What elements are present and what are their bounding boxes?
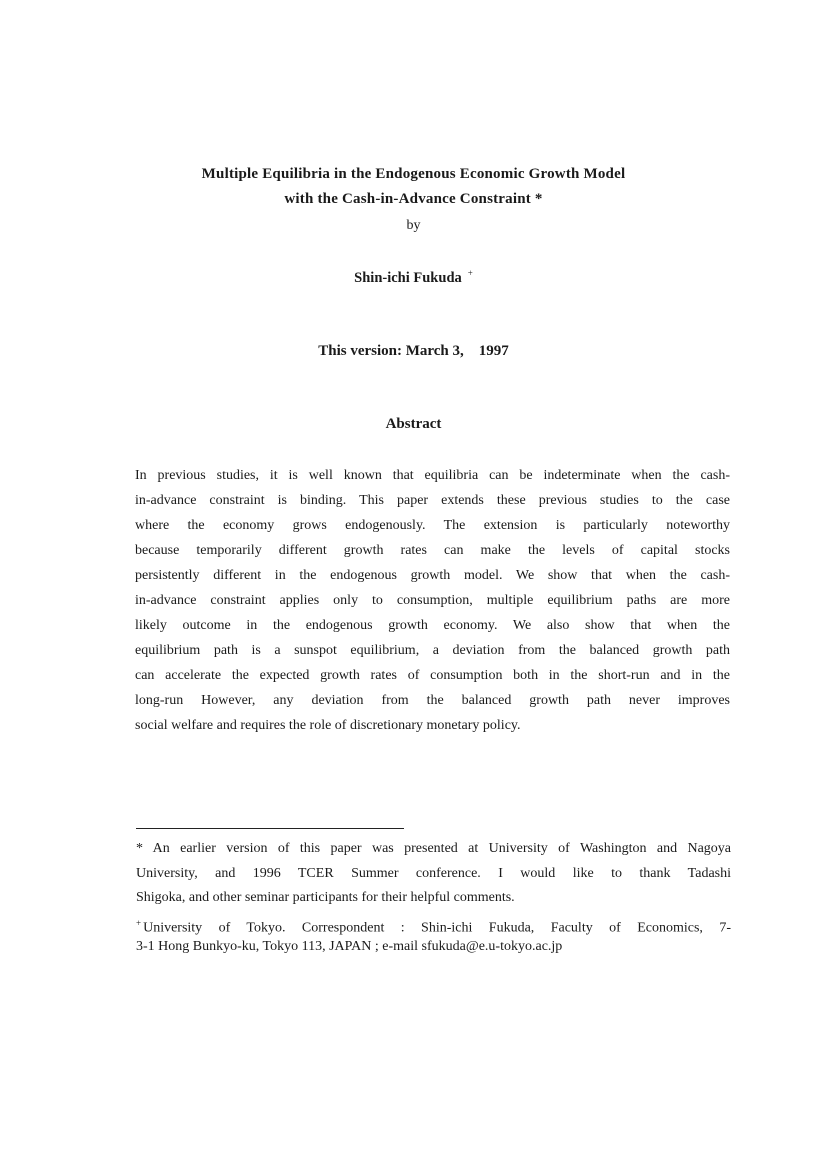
footnote-line: 3-1 Hong Bunkyo-ku, Tokyo 113, JAPAN ; e-mail sfukuda@e.u-tokyo.ac.jp [136, 939, 563, 954]
footnote-line: Shigoka, and other seminar participants for their helpful comments. [136, 890, 515, 905]
author-footnote-mark: + [467, 268, 473, 278]
abstract-line: because temporarily different growth rates can make the levels of capital stocks [135, 543, 730, 558]
footnote-text: An earlier version of this paper was presented at University of Washington and Nagoya [152, 841, 731, 856]
abstract-line: In previous studies, it is well known that equilibria can be indeterminate when the cash- [135, 468, 730, 483]
abstract-heading: Abstract [385, 416, 442, 432]
abstract-line: social welfare and requires the role of discretionary monetary policy. [135, 718, 521, 733]
abstract-line: long-run However, any deviation from the balanced growth path never improves [135, 693, 730, 708]
footnote-line [136, 839, 731, 859]
abstract-line: persistently different in the endogenous growth model. We show that when the cash- [135, 568, 730, 583]
footnote-mark-asterisk: * [136, 841, 143, 856]
abstract-line: where the economy grows endogenously. The extension is particularly noteworthy [135, 518, 730, 533]
abstract-line: can accelerate the expected growth rates of consumption both in the short-run and in the [135, 668, 730, 683]
author-name: Shin-ichi Fukuda [354, 269, 462, 286]
abstract-line: in-advance constraint applies only to consumption, multiple equilibrium paths are more [135, 593, 730, 608]
by-line: by [406, 218, 421, 233]
version-date: This version: March 3, 1997 [318, 343, 509, 359]
abstract-line: in-advance constraint is binding. This paper extends these previous studies to the case [135, 493, 730, 508]
footnote-text: University of Tokyo. Correspondent : Shin-ichi Fukuda, Faculty of Economics, 7- [143, 920, 731, 936]
footnote-divider [136, 828, 404, 829]
footnote-line: University, and 1996 TCER Summer conference. I would like to thank Tadashi [136, 866, 731, 881]
author-line [0, 268, 827, 287]
footnote-line [136, 913, 731, 936]
footnote-mark-plus: + [136, 918, 142, 928]
abstract-line: likely outcome in the endogenous growth economy. We also show that when the [135, 618, 730, 633]
abstract-line: equilibrium path is a sunspot equilibrium, a deviation from the balanced growth path [135, 643, 730, 658]
paper-title-line-2: with the Cash-in-Advance Constraint * [284, 191, 543, 207]
paper-title-line-1: Multiple Equilibria in the Endogenous Economic Growth Model [201, 166, 626, 182]
